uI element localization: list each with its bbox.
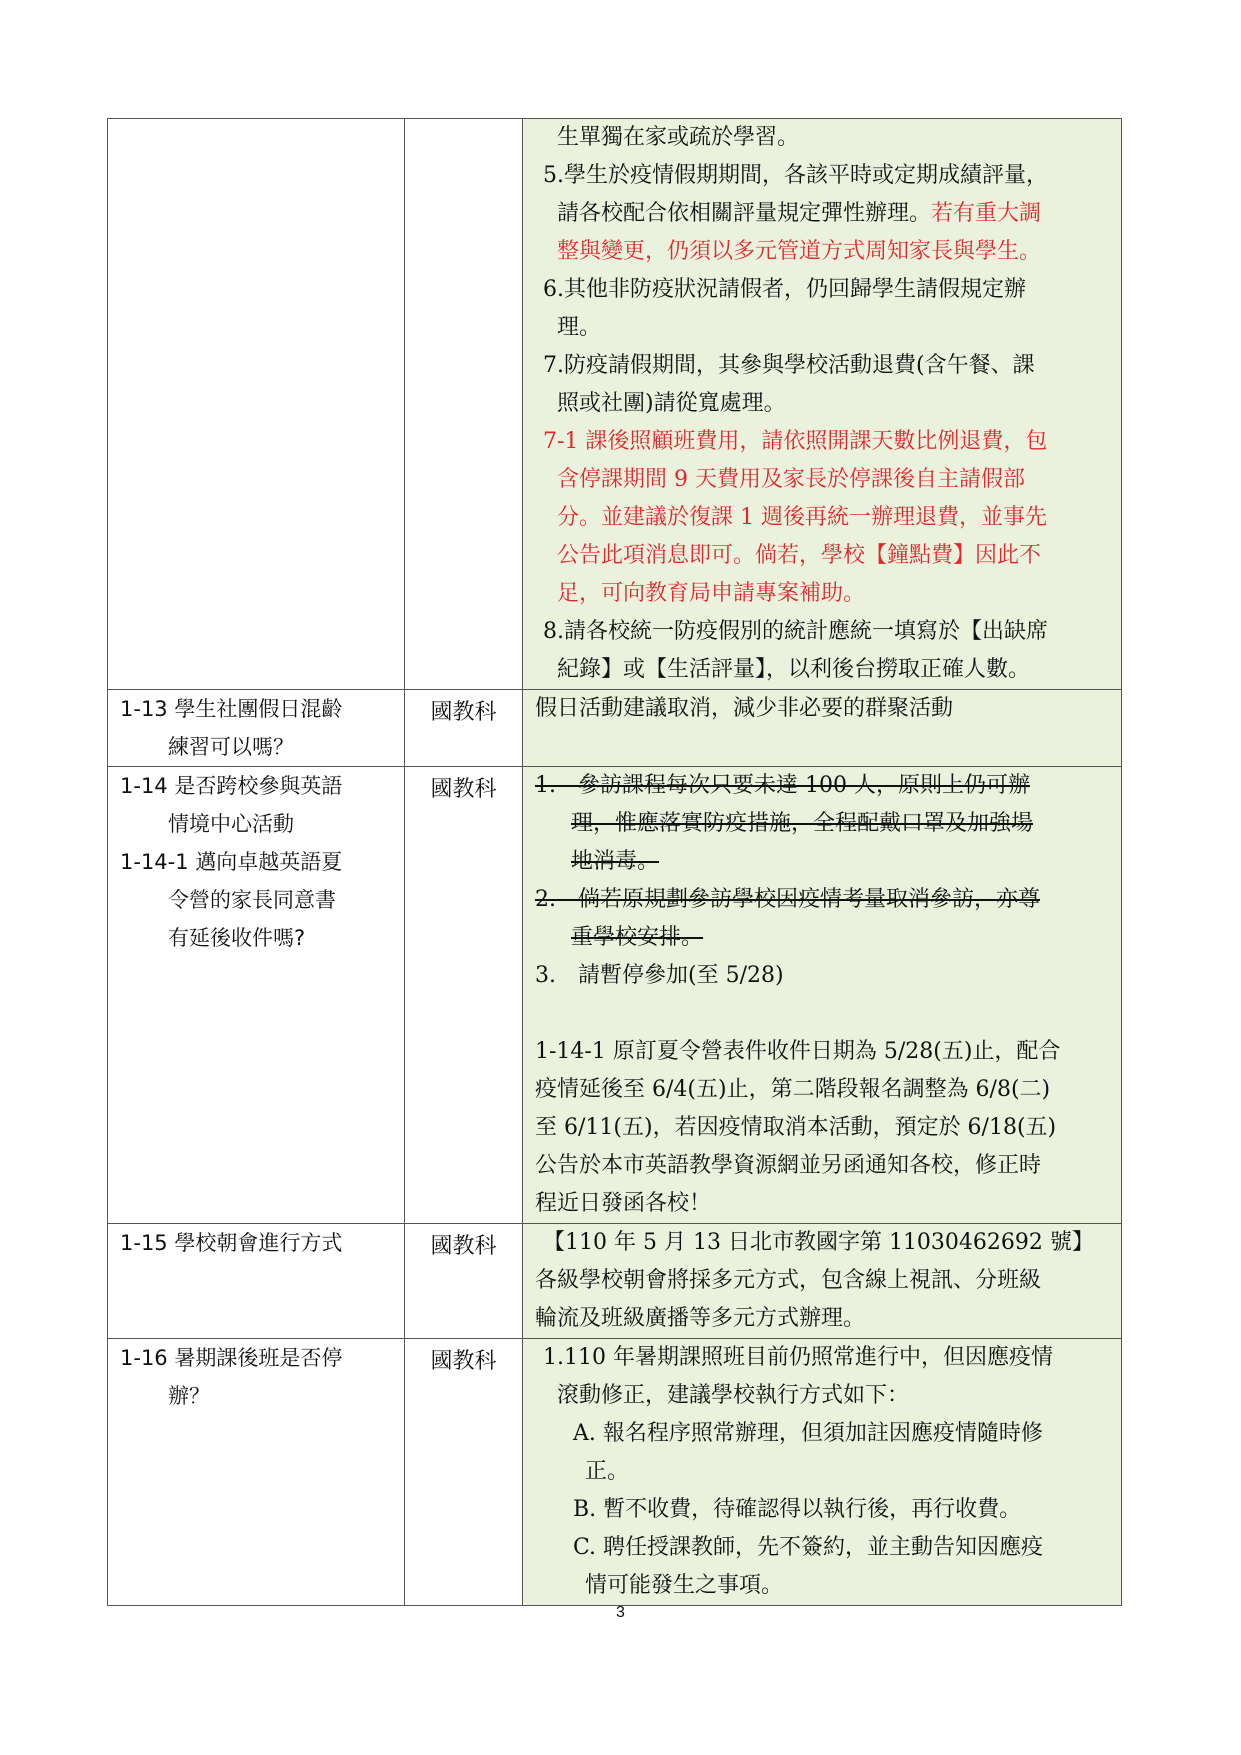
question-line: 1-14 是否跨校參與英語 [120, 774, 343, 798]
table-row-1-14 [108, 767, 1122, 1224]
table-row-1-16 [108, 1339, 1122, 1606]
answer-line: 紀錄】或【生活評量】，以利後台撈取正確人數。 [557, 657, 1031, 682]
question-line: 1-16 暑期課後班是否停 [120, 1346, 343, 1370]
dept-label: 國教科 [430, 1234, 497, 1259]
answer-line: 假日活動建議取消，減少非必要的群聚活動 [535, 696, 954, 721]
answer-line: 1.110 年暑期課照班目前仍照常進行中，但因應疫情 [543, 1345, 1053, 1370]
answer-line: 地消毒。 [571, 849, 660, 874]
dept-cell [405, 767, 523, 1224]
page-number: 3 [616, 1604, 625, 1621]
answer-line: 至 6/11(五)，若因疫情取消本活動，預定於 6/18(五) [535, 1115, 1057, 1140]
dept-label: 國教科 [430, 1349, 497, 1374]
question-line: 1-13 學生社團假日混齡 [120, 697, 343, 721]
answer-line: 疫情延後至 6/4(五)止，第二階段報名調整為 6/8(二) [535, 1077, 1051, 1102]
answer-line: 公告此項消息即可。倘若，學校【鐘點費】因此不 [557, 543, 1042, 568]
answer-line: 足，可向教育局申請專案補助。 [557, 581, 866, 606]
answer-line: 理。 [557, 315, 602, 340]
answer-line: 請各校配合依相關評量規定彈性辦理。若有重大調 [557, 201, 1042, 226]
question-cell [108, 1224, 405, 1339]
answer-cell [523, 1224, 1122, 1339]
answer-line: 各級學校朝會將採多元方式，包含線上視訊、分班級 [535, 1268, 1042, 1293]
answer-line: 滾動修正，建議學校執行方式如下： [557, 1383, 910, 1408]
answer-line: 理，惟應落實防疫措施，全程配戴口罩及加強場 [571, 811, 1034, 836]
answer-line: 2. 倘若原規劃參訪學校因疫情考量取消參訪，亦尊 [535, 887, 1040, 912]
answer-cell [523, 767, 1122, 1224]
question-cell [108, 690, 405, 767]
answer-line: 正。 [585, 1459, 630, 1484]
answer-line: 1. 參訪課程每次只要未達 100 人，原則上仍可辦 [535, 773, 1030, 798]
question-line: 1-14-1 邁向卓越英語夏 [120, 850, 343, 874]
spacer [523, 995, 1121, 1033]
faq-table [107, 118, 1122, 1606]
answer-line: 照或社團)請從寬處理。 [557, 391, 786, 416]
answer-line: 【110 年 5 月 13 日北市教國字第 11030462692 號】 [543, 1230, 1094, 1255]
answer-line: 程近日發函各校！ [535, 1191, 712, 1216]
question-cell [108, 119, 405, 690]
answer-cell [523, 119, 1122, 690]
answer-line: 分。並建議於復課 1 週後再統一辦理退費，並事先 [557, 505, 1047, 530]
answer-line: 3. 請暫停參加(至 5/28) [535, 963, 784, 988]
dept-cell [405, 119, 523, 690]
answer-line: A. 報名程序照常辦理，但須加註因應疫情隨時修 [573, 1421, 1043, 1446]
question-line: 有延後收件嗎? [168, 926, 306, 950]
question-line: 情境中心活動 [168, 812, 294, 836]
answer-line: C. 聘任授課教師，先不簽約，並主動告知因應疫 [573, 1535, 1044, 1560]
dept-cell [405, 1339, 523, 1606]
dept-label: 國教科 [430, 777, 497, 802]
answer-line: 公告於本市英語教學資源網並另函通知各校，修正時 [535, 1153, 1042, 1178]
answer-line: 7-1 課後照顧班費用，請依照開課天數比例退費，包 [543, 429, 1048, 454]
answer-line: 7.防疫請假期間，其參與學校活動退費(含午餐、課 [543, 353, 1035, 378]
table-row-1-13 [108, 690, 1122, 767]
question-line: 令營的家長同意書 [168, 888, 336, 912]
answer-line: 情可能發生之事項。 [585, 1573, 784, 1598]
answer-line: 整與變更，仍須以多元管道方式周知家長與學生。 [557, 239, 1042, 264]
dept-cell [405, 690, 523, 767]
answer-line: 重學校安排。 [571, 925, 704, 950]
table-row-continuation [108, 119, 1122, 690]
question-cell [108, 1339, 405, 1606]
answer-cell [523, 1339, 1122, 1606]
answer-line: 6.其他非防疫狀況請假者，仍回歸學生請假規定辦 [543, 277, 1026, 302]
answer-cell [523, 690, 1122, 767]
answer-line: 生單獨在家或疏於學習。 [557, 125, 800, 150]
question-line: 練習可以嗎？ [168, 735, 294, 759]
table-row-1-15 [108, 1224, 1122, 1339]
question-line: 辦？ [168, 1384, 210, 1408]
question-cell [108, 767, 405, 1224]
answer-line: 5.學生於疫情假期期間，各該平時或定期成績評量， [543, 163, 1048, 188]
answer-line: 輪流及班級廣播等多元方式辦理。 [535, 1306, 866, 1331]
answer-line: 8.請各校統一防疫假別的統計應統一填寫於【出缺席 [543, 619, 1048, 644]
dept-cell [405, 1224, 523, 1339]
answer-line: 含停課期間 9 天費用及家長於停課後自主請假部 [557, 467, 1025, 492]
answer-line: B. 暫不收費，待確認得以執行後，再行收費。 [573, 1497, 1022, 1522]
dept-label: 國教科 [430, 700, 497, 725]
question-line: 1-15 學校朝會進行方式 [120, 1231, 343, 1255]
answer-line: 1-14-1 原訂夏令營表件收件日期為 5/28(五)止，配合 [535, 1039, 1061, 1064]
